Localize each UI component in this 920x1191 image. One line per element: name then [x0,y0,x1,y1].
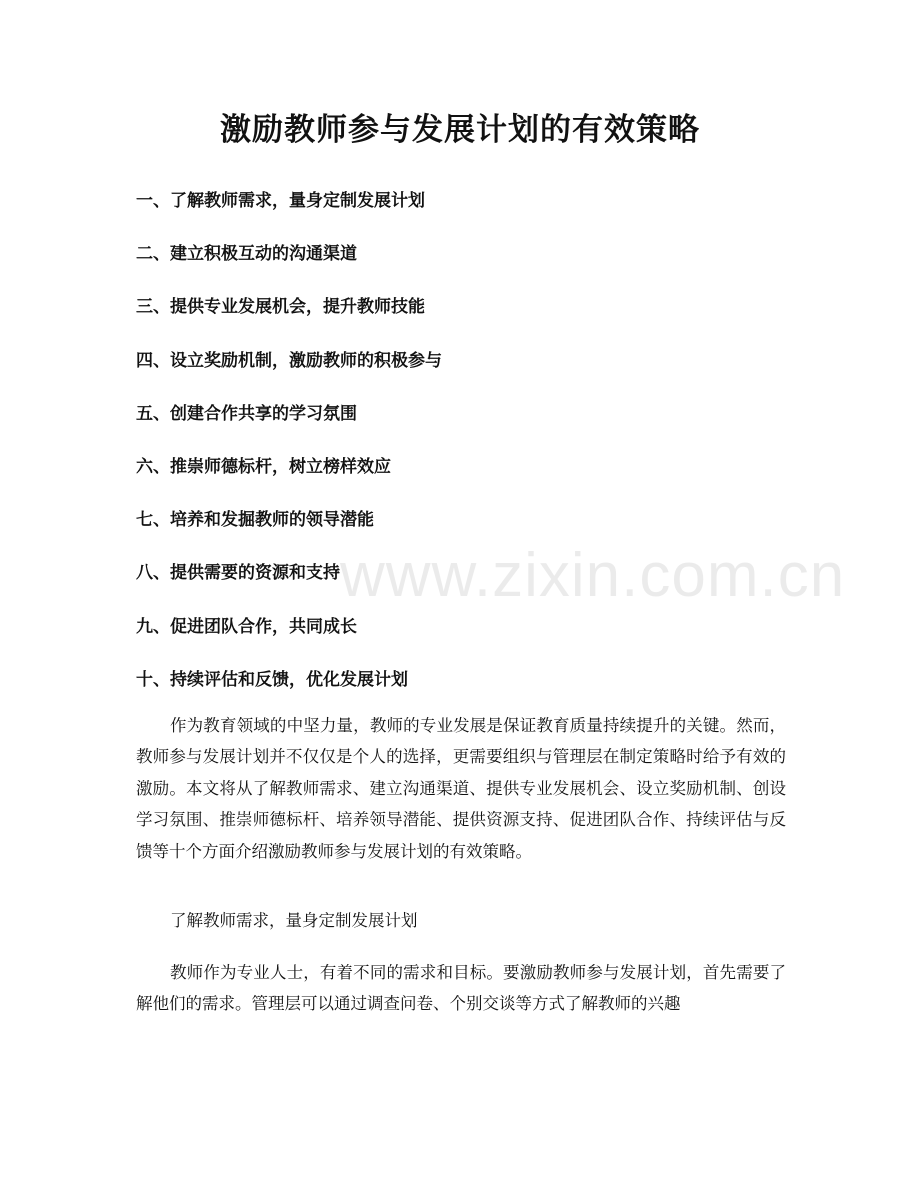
outline-item: 七、培养和发掘教师的领导潜能 [136,510,374,531]
outline-item: 二、建立积极互动的沟通渠道 [136,244,357,265]
intro-paragraph: 作为教育领域的中坚力量，教师的专业发展是保证教育质量持续提升的关键。然而，教师参与发展计划并不仅仅是个人的选择，更需要组织与管理层在制定策略时给予有效的激励。本文将从了解教师需求、建立沟通渠道、提供专业发展机会、设立奖励机制、创设学习氛围、推崇师德标杆、培养领导潜能、提供资源支持、促进团队合作、持续评估与反馈等十个方面介绍激励教师参与发展计划的有效策略。 [136,716,786,861]
outline-item: 八、提供需要的资源和支持 [136,563,340,584]
outline-item: 三、提供专业发展机会，提升教师技能 [136,297,425,318]
watermark: www.zixin.com.cn [340,541,846,610]
outline-item: 六、推崇师德标杆，树立榜样效应 [136,456,391,477]
document-title: 激励教师参与发展计划的有效策略 [220,112,700,148]
outline-list [136,186,796,718]
outline-item: 九、促进团队合作，共同成长 [136,616,357,637]
outline-item: 十、持续评估和反馈，优化发展计划 [136,669,408,690]
outline-item: 四、设立奖励机制，激励教师的积极参与 [136,350,442,371]
outline-item: 五、创建合作共享的学习氛围 [136,403,357,424]
outline-item: 一、了解教师需求，量身定制发展计划 [136,191,425,211]
section-heading: 了解教师需求，量身定制发展计划 [170,911,418,930]
section-paragraph: 教师作为专业人士，有着不同的需求和目标。要激励教师参与发展计划，首先需要了解他们的需求。管理层可以通过调查问卷、个别交谈等方式了解教师的兴趣 [136,963,786,1014]
